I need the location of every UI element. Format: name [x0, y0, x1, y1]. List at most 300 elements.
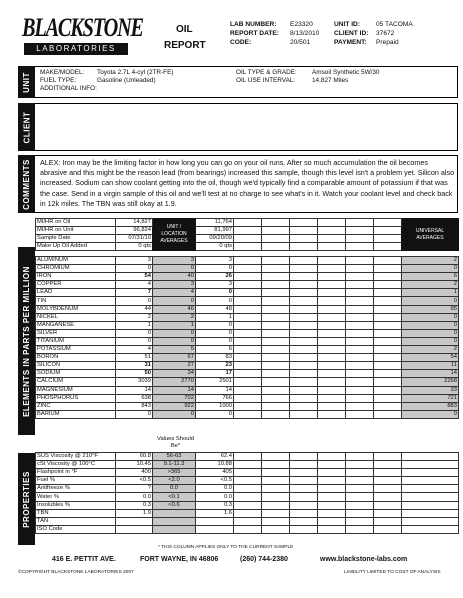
- element-current-value: 51: [116, 354, 153, 362]
- empty-cell: [402, 525, 459, 533]
- empty-cell: [262, 386, 290, 394]
- footer-address: 416 E. PETTIT AVE.: [52, 556, 116, 563]
- values-should-be-label: Values Should Be*: [157, 436, 194, 449]
- lab-number-value: E23320: [290, 21, 313, 28]
- element-row: [36, 329, 459, 337]
- element-row: [36, 305, 459, 313]
- empty-cell: [374, 289, 402, 297]
- element-previous-value: 26: [196, 273, 234, 281]
- empty-cell: [262, 313, 290, 321]
- empty-cell: [234, 477, 262, 485]
- empty-cell: [234, 354, 262, 362]
- empty-cell: [402, 477, 459, 485]
- element-previous-value: 0: [196, 337, 234, 345]
- empty-cell: [318, 453, 346, 461]
- empty-cell: [318, 501, 346, 509]
- empty-cell: [234, 461, 262, 469]
- empty-cell: [290, 273, 318, 281]
- sample-current-value: 07/31/10: [116, 235, 153, 243]
- sample-current-value: 14,827: [116, 219, 153, 227]
- empty-cell: [346, 243, 374, 251]
- empty-cell: [374, 219, 402, 227]
- element-previous-value: 17: [196, 370, 234, 378]
- property-previous-value: [196, 517, 234, 525]
- empty-cell: [374, 410, 402, 418]
- element-row: [36, 297, 459, 305]
- empty-cell: [346, 362, 374, 370]
- empty-cell: [318, 370, 346, 378]
- empty-cell: [262, 273, 290, 281]
- empty-cell: [290, 329, 318, 337]
- element-unit-average: 46: [153, 305, 196, 313]
- element-row: [36, 337, 459, 345]
- empty-cell: [374, 243, 402, 251]
- empty-cell: [262, 362, 290, 370]
- element-current-value: 50: [116, 370, 153, 378]
- empty-cell: [290, 281, 318, 289]
- element-previous-value: 6: [196, 346, 234, 354]
- property-should-be: [153, 525, 196, 533]
- empty-cell: [318, 289, 346, 297]
- element-current-value: 54: [116, 273, 153, 281]
- element-previous-value: 3: [196, 281, 234, 289]
- empty-cell: [234, 362, 262, 370]
- unit-side-text: UNIT: [22, 71, 32, 93]
- element-name: NICKEL: [36, 313, 116, 321]
- empty-cell: [402, 509, 459, 517]
- empty-cell: [234, 525, 262, 533]
- element-universal-average: 0: [402, 297, 459, 305]
- property-name: SUS Viscosity @ 210°F: [36, 453, 116, 461]
- properties-side-label: [18, 453, 35, 545]
- empty-cell: [318, 297, 346, 305]
- element-row: [36, 362, 459, 370]
- empty-cell: [262, 501, 290, 509]
- element-previous-value: 1000: [196, 402, 234, 410]
- element-unit-average: 14: [153, 386, 196, 394]
- empty-cell: [318, 362, 346, 370]
- empty-cell: [346, 402, 374, 410]
- element-name: BARIUM: [36, 410, 116, 418]
- client-section: [18, 103, 458, 151]
- empty-cell: [234, 313, 262, 321]
- element-row: [36, 394, 459, 402]
- element-name: COPPER: [36, 281, 116, 289]
- property-previous-value: 0.3: [196, 501, 234, 509]
- empty-cell: [318, 313, 346, 321]
- element-unit-average: 34: [153, 370, 196, 378]
- property-current-value: 10.45: [116, 461, 153, 469]
- property-current-value: [116, 525, 153, 533]
- empty-cell: [262, 469, 290, 477]
- element-universal-average: 2: [402, 281, 459, 289]
- sample-info-body: [36, 219, 459, 251]
- empty-cell: [346, 477, 374, 485]
- code-value: 20/501: [290, 39, 311, 46]
- element-previous-value: 0: [196, 410, 234, 418]
- empty-cell: [318, 273, 346, 281]
- element-name: MAGNESIUM: [36, 386, 116, 394]
- empty-cell: [346, 289, 374, 297]
- empty-cell: [262, 281, 290, 289]
- empty-cell: [402, 485, 459, 493]
- empty-cell: [290, 227, 318, 235]
- element-current-value: 31: [116, 362, 153, 370]
- empty-cell: [262, 370, 290, 378]
- element-universal-average: 2: [402, 346, 459, 354]
- empty-cell: [374, 509, 402, 517]
- empty-cell: [290, 509, 318, 517]
- empty-cell: [346, 394, 374, 402]
- empty-cell: [318, 227, 346, 235]
- empty-cell: [318, 485, 346, 493]
- empty-cell: [234, 378, 262, 386]
- element-current-value: 0: [116, 329, 153, 337]
- client-side-label: [18, 103, 35, 151]
- element-current-value: 44: [116, 305, 153, 313]
- element-name: PHOSPHORUS: [36, 394, 116, 402]
- empty-cell: [234, 235, 262, 243]
- element-row: [36, 346, 459, 354]
- unit-id-value: 05 TACOMA: [376, 21, 413, 28]
- element-row: [36, 289, 459, 297]
- sample-info-row: [36, 227, 459, 235]
- empty-cell: [262, 329, 290, 337]
- empty-cell: [262, 461, 290, 469]
- empty-cell: [346, 257, 374, 265]
- empty-cell: [374, 305, 402, 313]
- property-should-be: <0.6: [153, 501, 196, 509]
- empty-cell: [346, 501, 374, 509]
- elements-side-text: ELEMENTS IN PARTS PER MILLION: [22, 265, 31, 417]
- empty-cell: [374, 227, 402, 235]
- empty-cell: [262, 402, 290, 410]
- empty-cell: [290, 394, 318, 402]
- empty-cell: [262, 337, 290, 345]
- universal-averages-header: UNIVERSAL AVERAGES: [402, 219, 459, 251]
- property-name: cSt Viscosity @ 100°C: [36, 461, 116, 469]
- element-previous-value: 0: [196, 265, 234, 273]
- property-row: [36, 525, 459, 533]
- empty-cell: [290, 346, 318, 354]
- empty-cell: [290, 354, 318, 362]
- property-row: [36, 509, 459, 517]
- footer-copyright: ©COPYRIGHT BLACKSTONE LABORATORIES 2007: [18, 570, 134, 575]
- property-should-be: [153, 509, 196, 517]
- empty-cell: [346, 297, 374, 305]
- empty-cell: [234, 305, 262, 313]
- empty-cell: [290, 378, 318, 386]
- oil-type-value: Amsoil Synthetic 5W/30: [312, 69, 380, 76]
- property-name: Water %: [36, 493, 116, 501]
- property-row: [36, 477, 459, 485]
- element-universal-average: 0: [402, 329, 459, 337]
- element-universal-average: 2268: [402, 378, 459, 386]
- property-previous-value: 0.0: [196, 485, 234, 493]
- empty-cell: [346, 346, 374, 354]
- sample-info-row: [36, 235, 459, 243]
- element-previous-value: 0: [196, 289, 234, 297]
- property-name: Antifreeze %: [36, 485, 116, 493]
- element-previous-value: 0: [196, 329, 234, 337]
- report-title-oil: OIL: [176, 24, 193, 35]
- element-current-value: 4: [116, 281, 153, 289]
- empty-cell: [234, 273, 262, 281]
- element-row: [36, 257, 459, 265]
- empty-cell: [318, 517, 346, 525]
- client-id-value: 37672: [376, 30, 395, 37]
- sample-current-value: 96,824: [116, 227, 153, 235]
- property-name: ISO Code: [36, 525, 116, 533]
- element-universal-average: 2: [402, 257, 459, 265]
- comments-text: ALEX: Iron may be the limiting factor in how long you can go on your oil runs. After so much accumulation the oil becomes abrasive and this might be the reason lead (from bearings) increased this sample, though this level isn't a problem yet. Silicon also increased. Sodium can show coolant getting into the oil, though we'd typically find a comparable amount of potassium if that was the case. Send in a virgin sample of this oil and we'll test at no charge to see what's in it. Watch your coolant level and check back in 12k miles. The TBN was still okay at 1.9.: [40, 158, 455, 208]
- logo-subtitle: LABORATORIES: [24, 43, 128, 55]
- empty-cell: [346, 378, 374, 386]
- empty-cell: [262, 394, 290, 402]
- oil-interval-label: OIL USE INTERVAL:: [236, 77, 296, 84]
- element-previous-value: 2501: [196, 378, 234, 386]
- element-previous-value: 0: [196, 321, 234, 329]
- element-current-value: 14: [116, 386, 153, 394]
- element-row: [36, 281, 459, 289]
- empty-cell: [234, 297, 262, 305]
- elements-body: [36, 257, 459, 419]
- empty-cell: [262, 305, 290, 313]
- property-row: [36, 517, 459, 525]
- empty-cell: [290, 477, 318, 485]
- element-row: [36, 378, 459, 386]
- properties-table: [35, 452, 459, 534]
- element-universal-average: 6: [402, 273, 459, 281]
- element-universal-average: 0: [402, 321, 459, 329]
- empty-cell: [262, 227, 290, 235]
- element-universal-average: 0: [402, 313, 459, 321]
- empty-cell: [262, 453, 290, 461]
- client-id-label: CLIENT ID:: [334, 30, 369, 37]
- property-name: TAN: [36, 517, 116, 525]
- empty-cell: [262, 525, 290, 533]
- element-current-value: 0: [116, 337, 153, 345]
- empty-cell: [234, 410, 262, 418]
- element-unit-average: 0: [153, 410, 196, 418]
- empty-cell: [262, 235, 290, 243]
- empty-cell: [234, 321, 262, 329]
- element-current-value: 4: [116, 346, 153, 354]
- footer-phone: (260) 744-2380: [240, 556, 288, 563]
- element-universal-average: 0: [402, 265, 459, 273]
- empty-cell: [346, 305, 374, 313]
- empty-cell: [290, 219, 318, 227]
- element-unit-average: 40: [153, 273, 196, 281]
- empty-cell: [402, 453, 459, 461]
- sample-previous-value: 81,997: [196, 227, 234, 235]
- empty-cell: [346, 410, 374, 418]
- empty-cell: [234, 493, 262, 501]
- element-previous-value: 23: [196, 362, 234, 370]
- property-row: [36, 485, 459, 493]
- element-current-value: 0: [116, 410, 153, 418]
- empty-cell: [402, 493, 459, 501]
- property-should-be: >365: [153, 469, 196, 477]
- element-current-value: 843: [116, 402, 153, 410]
- oil-type-label: OIL TYPE & GRADE:: [236, 69, 297, 76]
- empty-cell: [262, 410, 290, 418]
- empty-cell: [262, 378, 290, 386]
- element-row: [36, 386, 459, 394]
- element-row: [36, 410, 459, 418]
- element-universal-average: 95: [402, 305, 459, 313]
- footer-website[interactable]: www.blackstone-labs.com: [320, 556, 408, 563]
- empty-cell: [318, 525, 346, 533]
- element-unit-average: 3: [153, 257, 196, 265]
- empty-cell: [290, 305, 318, 313]
- empty-cell: [318, 354, 346, 362]
- element-universal-average: 1: [402, 289, 459, 297]
- element-unit-average: 922: [153, 402, 196, 410]
- element-row: [36, 321, 459, 329]
- empty-cell: [318, 461, 346, 469]
- empty-cell: [318, 386, 346, 394]
- sample-info-table: [35, 218, 459, 251]
- element-previous-value: 0: [196, 297, 234, 305]
- empty-cell: [374, 485, 402, 493]
- empty-cell: [290, 517, 318, 525]
- empty-cell: [402, 469, 459, 477]
- empty-cell: [290, 453, 318, 461]
- property-previous-value: 1.6: [196, 509, 234, 517]
- empty-cell: [374, 525, 402, 533]
- element-name: SILICON: [36, 362, 116, 370]
- empty-cell: [374, 477, 402, 485]
- empty-cell: [234, 402, 262, 410]
- header-labels-left: [230, 20, 279, 47]
- empty-cell: [262, 477, 290, 485]
- sample-row-label: MI/HR on Oil: [36, 219, 116, 227]
- empty-cell: [234, 453, 262, 461]
- empty-cell: [374, 281, 402, 289]
- sample-row-label: Make Up Oil Added: [36, 243, 116, 251]
- empty-cell: [346, 509, 374, 517]
- empty-cell: [346, 321, 374, 329]
- empty-cell: [318, 257, 346, 265]
- element-current-value: 7: [116, 289, 153, 297]
- empty-cell: [234, 227, 262, 235]
- empty-cell: [374, 354, 402, 362]
- empty-cell: [290, 362, 318, 370]
- empty-cell: [374, 329, 402, 337]
- empty-cell: [402, 461, 459, 469]
- empty-cell: [346, 525, 374, 533]
- empty-cell: [262, 517, 290, 525]
- property-current-value: 0.0: [116, 493, 153, 501]
- empty-cell: [290, 313, 318, 321]
- element-current-value: 3039: [116, 378, 153, 386]
- empty-cell: [290, 525, 318, 533]
- oil-interval-value: 14,827 Miles: [312, 77, 349, 84]
- element-name: TITANIUM: [36, 337, 116, 345]
- logo-wordmark: BLACKSTONE: [22, 13, 143, 42]
- empty-cell: [262, 265, 290, 273]
- empty-cell: [262, 485, 290, 493]
- empty-cell: [290, 410, 318, 418]
- empty-cell: [318, 265, 346, 273]
- empty-cell: [234, 219, 262, 227]
- empty-cell: [262, 346, 290, 354]
- property-current-value: 60.8: [116, 453, 153, 461]
- property-row: [36, 501, 459, 509]
- element-row: [36, 273, 459, 281]
- element-current-value: 0: [116, 265, 153, 273]
- element-unit-average: 5: [153, 346, 196, 354]
- empty-cell: [290, 321, 318, 329]
- lab-number-label: LAB NUMBER:: [230, 21, 277, 28]
- property-should-be: <2.0: [153, 477, 196, 485]
- empty-cell: [346, 354, 374, 362]
- empty-cell: [290, 257, 318, 265]
- empty-cell: [318, 410, 346, 418]
- element-previous-value: 83: [196, 354, 234, 362]
- additional-info-label: ADDITIONAL INFO:: [40, 85, 97, 92]
- empty-cell: [318, 329, 346, 337]
- empty-cell: [290, 297, 318, 305]
- element-name: SILVER: [36, 329, 116, 337]
- empty-cell: [290, 469, 318, 477]
- empty-cell: [374, 273, 402, 281]
- empty-cell: [318, 477, 346, 485]
- empty-cell: [234, 337, 262, 345]
- empty-cell: [290, 235, 318, 243]
- code-label: CODE:: [230, 39, 252, 46]
- empty-cell: [374, 453, 402, 461]
- empty-cell: [234, 289, 262, 297]
- empty-cell: [318, 493, 346, 501]
- element-name: ALUMINUM: [36, 257, 116, 265]
- sample-previous-value: 09/20/09: [196, 235, 234, 243]
- empty-cell: [346, 265, 374, 273]
- empty-cell: [346, 386, 374, 394]
- header-values-right: [376, 20, 413, 47]
- empty-cell: [346, 227, 374, 235]
- empty-cell: [290, 289, 318, 297]
- report-date-label: REPORT DATE:: [230, 30, 279, 37]
- empty-cell: [290, 485, 318, 493]
- element-name: SODIUM: [36, 370, 116, 378]
- element-unit-average: 67: [153, 354, 196, 362]
- element-current-value: 0: [116, 297, 153, 305]
- empty-cell: [374, 493, 402, 501]
- property-name: Fuel %: [36, 477, 116, 485]
- empty-cell: [374, 378, 402, 386]
- empty-cell: [374, 386, 402, 394]
- element-unit-average: 2770: [153, 378, 196, 386]
- property-should-be: [153, 517, 196, 525]
- element-name: CHROMIUM: [36, 265, 116, 273]
- sample-current-value: 0 qts: [116, 243, 153, 251]
- property-row: [36, 469, 459, 477]
- element-unit-average: 27: [153, 362, 196, 370]
- empty-cell: [374, 337, 402, 345]
- property-should-be: <0.1: [153, 493, 196, 501]
- sample-row-label: Sample Date: [36, 235, 116, 243]
- elements-table: [35, 256, 459, 419]
- empty-cell: [318, 378, 346, 386]
- empty-cell: [290, 461, 318, 469]
- client-side-text: CLIENT: [22, 111, 32, 143]
- empty-cell: [374, 501, 402, 509]
- empty-cell: [346, 329, 374, 337]
- empty-cell: [346, 370, 374, 378]
- element-name: MANGANESE: [36, 321, 116, 329]
